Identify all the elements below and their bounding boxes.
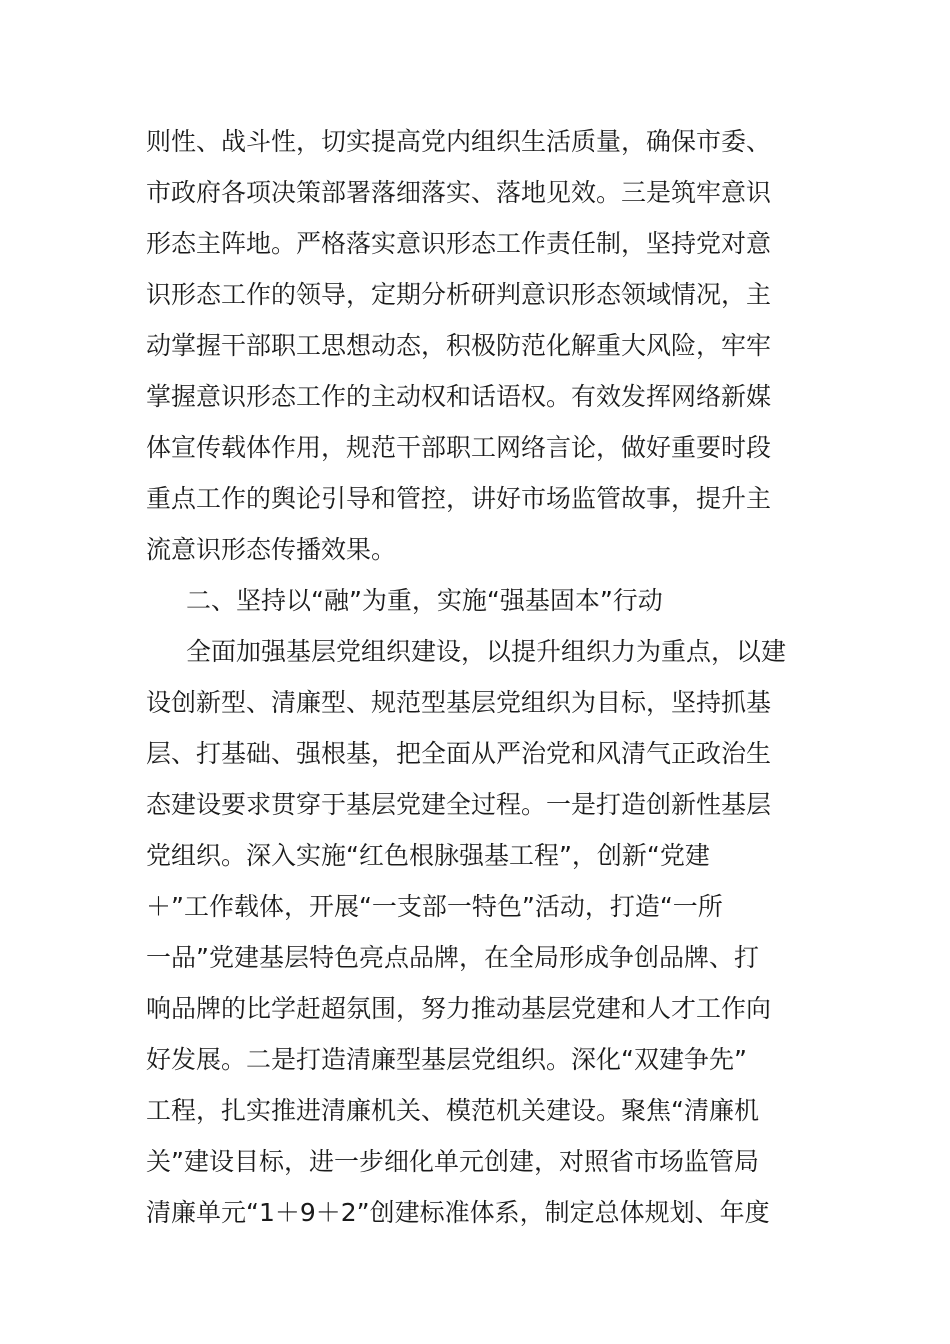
text-line: 响品牌的比学赶超氛围，努力推动基层党建和人才工作向	[146, 994, 772, 1023]
text-line: 工程，扎实推进清廉机关、模范机关建设。聚焦“清廉机	[146, 1096, 759, 1125]
text-line: 关”建设目标，进一步细化单元创建，对照省市场监管局	[146, 1147, 759, 1176]
text-line: 层、打基础、强根基，把全面从严治党和风清气正政治生	[146, 739, 772, 768]
text-line: 态建设要求贯穿于基层党建全过程。一是打造创新性基层	[146, 790, 772, 819]
text-line: 掌握意识形态工作的主动权和话语权。有效发挥网络新媒	[146, 382, 772, 411]
text-line: 则性、战斗性，切实提高党内组织生活质量，确保市委、	[146, 127, 772, 156]
text-line: 识形态工作的领导，定期分析研判意识形态领域情况，主	[146, 280, 772, 309]
text-line: 动掌握干部职工思想动态，积极防范化解重大风险，牢牢	[146, 331, 772, 360]
text-line: 设创新型、清廉型、规范型基层党组织为目标，坚持抓基	[146, 688, 772, 717]
text-line: 清廉单元“1＋9＋2”创建标准体系，制定总体规划、年度	[146, 1198, 770, 1227]
text-line: ＋”工作载体，开展“一支部一特色”活动，打造“一所	[146, 892, 723, 921]
text-line: 市政府各项决策部署落细落实、落地见效。三是筑牢意识	[146, 178, 772, 207]
text-line: 党组织。深入实施“红色根脉强基工程”，创新“党建	[146, 841, 710, 870]
section-heading: 二、坚持以“融”为重，实施“强基固本”行动	[186, 586, 663, 615]
text-line: 一品”党建基层特色亮点品牌，在全局形成争创品牌、打	[146, 943, 759, 972]
paragraph-first-line: 全面加强基层党组织建设，以提升组织力为重点，以建	[186, 637, 787, 666]
text-line: 形态主阵地。严格落实意识形态工作责任制，坚持党对意	[146, 229, 772, 258]
text-line: 体宣传载体作用，规范干部职工网络言论，做好重要时段	[146, 433, 772, 462]
text-line: 重点工作的舆论引导和管控，讲好市场监管故事，提升主	[146, 484, 772, 513]
text-line: 流意识形态传播效果。	[146, 535, 397, 564]
text-line: 好发展。二是打造清廉型基层党组织。深化“双建争先”	[146, 1045, 747, 1074]
